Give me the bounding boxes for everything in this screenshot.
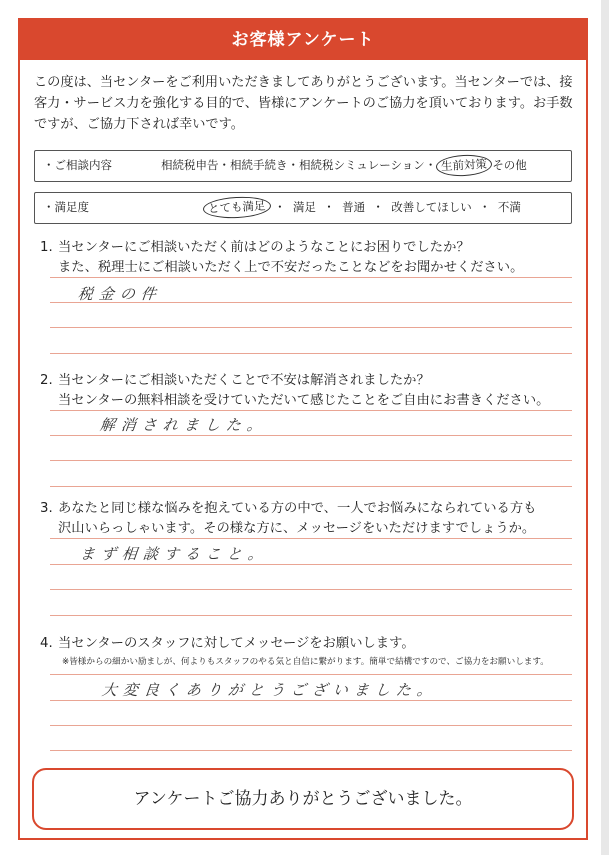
survey-title: お客様アンケート [20, 20, 586, 60]
question-2 [40, 371, 570, 411]
consultation-option-selected[interactable]: 生前対策 [436, 154, 493, 178]
consultation-option[interactable]: 相続手続き [230, 158, 288, 172]
question-subtext: 当センターの無料相談を受けていただいて感じたことをご自由にお書きください。 [58, 393, 550, 408]
survey-sheet [18, 18, 588, 840]
separator: ・ [372, 200, 384, 214]
separator: ・ [424, 158, 437, 172]
satisfaction-option[interactable]: 普通 [342, 200, 366, 214]
answer-line [50, 564, 572, 565]
question-number: 1. [40, 240, 53, 255]
satisfaction-label: ・満足度 [43, 200, 89, 214]
consultation-options [161, 151, 527, 180]
answer-line [50, 486, 572, 487]
thank-you-banner: アンケートご協力ありがとうございました。 [32, 768, 574, 830]
answer-line [50, 750, 572, 751]
consultation-label: ・ご相談内容 [43, 158, 112, 172]
answer-4-handwriting[interactable]: 大変良くありがとうございました。 [101, 681, 439, 699]
answer-2-handwriting[interactable]: 解消されました。 [99, 416, 269, 434]
answer-line [50, 589, 572, 590]
question-text: 当センターのスタッフに対してメッセージをお願いします。 [58, 636, 415, 651]
separator: ・ [287, 158, 299, 172]
satisfaction-option[interactable]: 満足 [292, 200, 316, 214]
answer-line [50, 725, 572, 726]
separator: ・ [218, 158, 230, 172]
consultation-option[interactable]: 相続税シミュレーション [299, 158, 425, 172]
satisfaction-option[interactable]: 改善してほしい [391, 200, 472, 214]
answer-line [50, 277, 572, 278]
page-edge-shadow [601, 0, 609, 855]
separator: ・ [479, 200, 491, 214]
consultation-box [34, 150, 572, 182]
question-number: 3. [40, 501, 53, 516]
answer-line [50, 327, 572, 328]
question-subtext: 沢山いらっしゃいます。その様な方に、メッセージをいただけますでしょうか。 [58, 521, 536, 536]
question-text: あなたと同じ様な悩みを抱えている方の中で、一人でお悩みになられている方も [58, 501, 537, 516]
answer-1-handwriting[interactable]: 税金の件 [77, 285, 163, 303]
intro-text: この度は、当センターをご利用いただきましてありがとうございます。当センターでは、接客力・サービス力を強化する目的で、皆様にアンケートのご協力を頂いております。お手数ですが、ご協力下されば幸いです。 [34, 75, 573, 132]
answer-line [50, 538, 572, 539]
question-3 [40, 499, 570, 539]
answer-line [50, 353, 572, 354]
question-number: 2. [40, 373, 53, 388]
question-number: 4. [40, 636, 53, 651]
question-text: 当センターにご相談いただく前はどのようなことにお困りでしたか？ [58, 240, 470, 255]
answer-line [50, 410, 572, 411]
consultation-option[interactable]: その他 [492, 158, 527, 172]
answer-line [50, 700, 572, 701]
answer-line [50, 302, 572, 303]
question-4 [40, 634, 570, 670]
answer-line [50, 460, 572, 461]
answer-line [50, 435, 572, 436]
satisfaction-box [34, 192, 572, 224]
satisfaction-options [203, 193, 521, 222]
separator: ・ [274, 200, 286, 214]
answer-3-handwriting[interactable]: まず相談すること。 [79, 545, 270, 563]
question-1 [40, 238, 570, 278]
answer-line [50, 615, 572, 616]
question-text: 当センターにご相談いただくことで不安は解消されましたか？ [58, 373, 430, 388]
satisfaction-option-selected[interactable]: とても満足 [202, 195, 271, 220]
separator: ・ [323, 200, 335, 214]
answer-line [50, 674, 572, 675]
question-note: ※皆様からの細かい励ましが、何よりもスタッフのやる気と自信に繋がります。簡単で結構ですので、ご協力をお願いします。 [62, 657, 549, 667]
consultation-option[interactable]: 相続税申告 [161, 158, 219, 172]
satisfaction-option[interactable]: 不満 [497, 200, 521, 214]
question-subtext: また、税理士にご相談いただく上で不安だったことなどをお聞かせください。 [58, 260, 524, 275]
